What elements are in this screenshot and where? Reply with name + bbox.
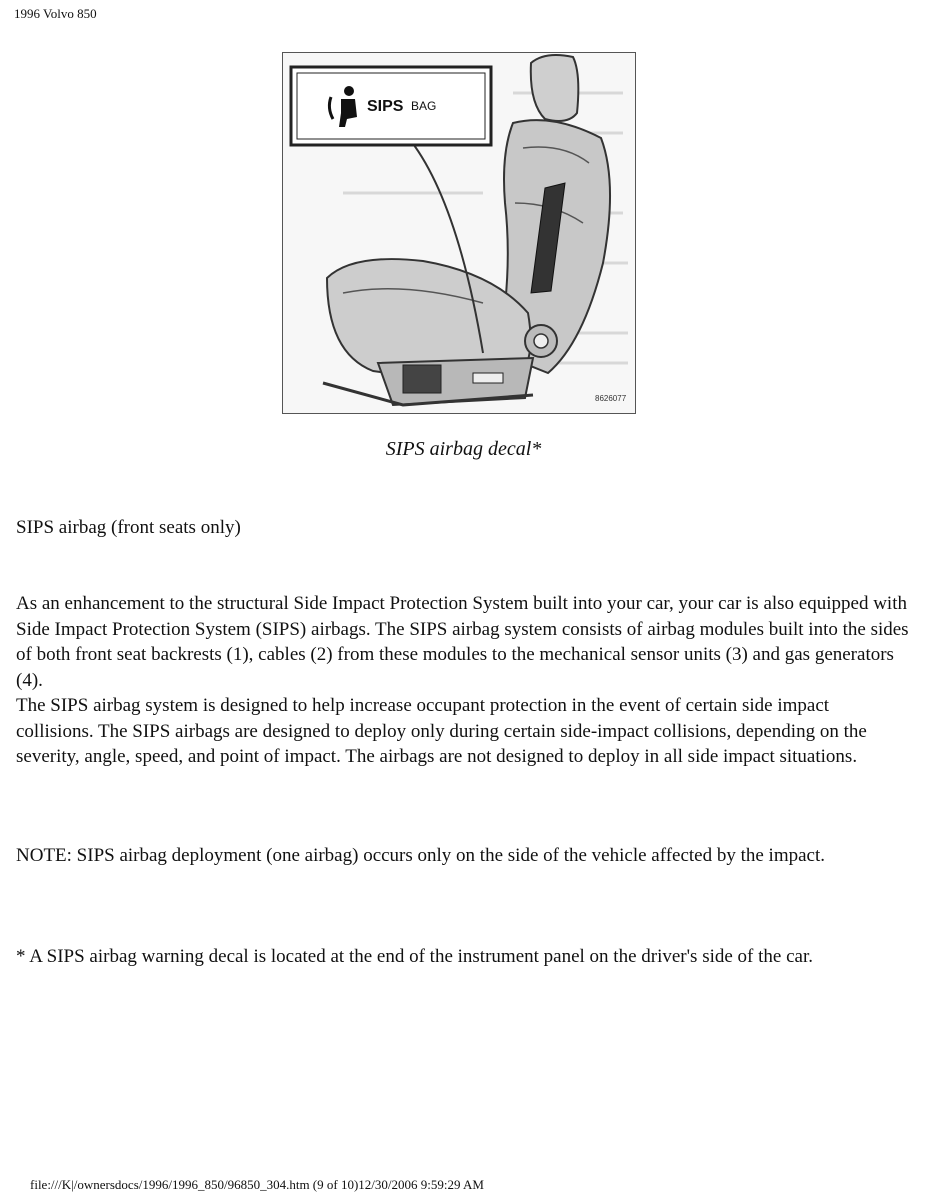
figure-caption: SIPS airbag decal* xyxy=(385,438,542,460)
section-heading: SIPS airbag (front seats only) xyxy=(16,517,241,538)
page-footer-path: file:///K|/ownersdocs/1996/1996_850/96850_304.htm (9 of 10)12/30/2006 9:59:29 AM xyxy=(30,1177,484,1192)
page-header: 1996 Volvo 850 xyxy=(14,6,97,21)
sips-decal-illustration xyxy=(282,52,636,414)
note-paragraph: NOTE: SIPS airbag deployment (one airbag) occurs only on the side of the vehicle affected by the impact. xyxy=(16,845,826,866)
illustration-code: 8626077 xyxy=(595,394,627,403)
decal-label-text: SIPS xyxy=(367,98,404,115)
decal-label-suffix: BAG xyxy=(411,99,437,113)
footnote-paragraph: * A SIPS airbag warning decal is located at the end of the instrument panel on the driver's side of the car. xyxy=(16,946,813,967)
body-paragraph-1: As an enhancement to the structural Side Impact Protection System built into your car, your car is also equipped with Side Impact Protection System (SIPS) airbags. The SIPS airbag system consists of airbag modules built into the sides of both front seat backrests (1), cables (2) from these modules to the mechanical sensor units (3) and gas generators (4). xyxy=(16,593,909,691)
body-paragraph-2: The SIPS airbag system is designed to help increase occupant protection in the event of certain side impact collisions. The SIPS airbags are designed to deploy only during certain side-impact collisions, depending on the severity, angle, speed, and point of impact. The airbags are not designed to deploy in all side impact situations. xyxy=(16,695,867,767)
seat-drawing xyxy=(283,53,635,413)
